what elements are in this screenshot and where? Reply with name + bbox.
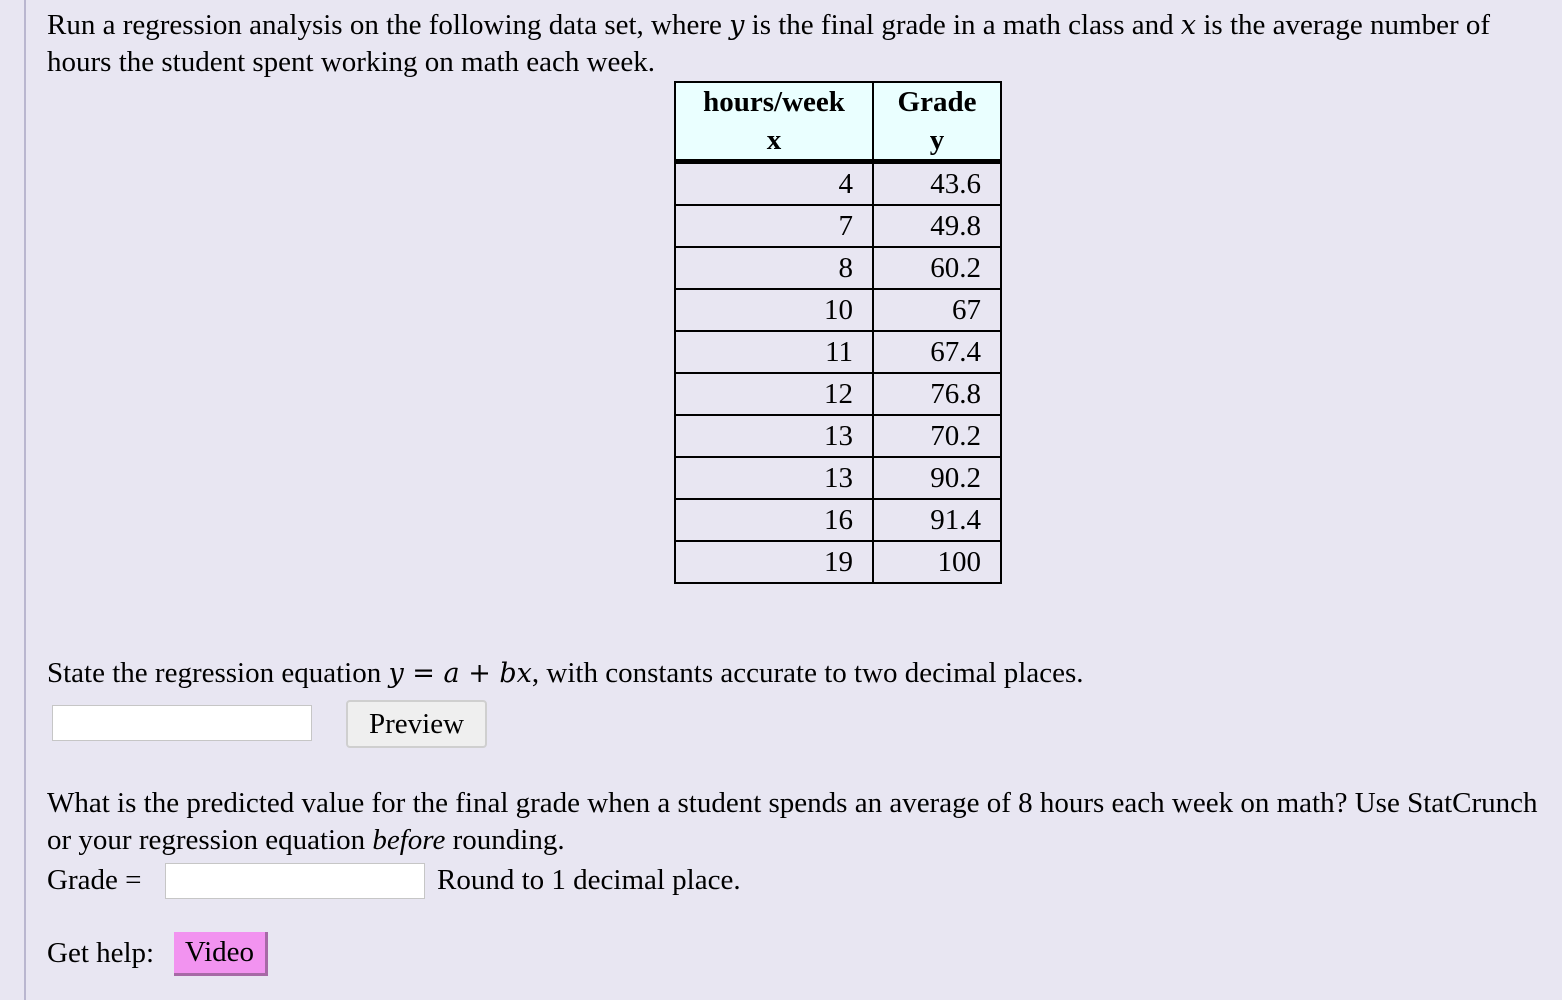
table-row xyxy=(675,289,1001,331)
grade-answer-input[interactable] xyxy=(165,863,425,899)
cell-y: 43.6 xyxy=(873,162,1001,206)
cell-x: 11 xyxy=(675,331,873,373)
table-row xyxy=(675,541,1001,583)
table-row xyxy=(675,457,1001,499)
table-header-row xyxy=(675,82,1001,162)
data-table xyxy=(674,81,1002,584)
table-row xyxy=(675,415,1001,457)
cell-x: 10 xyxy=(675,289,873,331)
table-row xyxy=(675,499,1001,541)
cell-y: 70.2 xyxy=(873,415,1001,457)
variable-x: x xyxy=(1180,10,1197,41)
header-grade xyxy=(873,82,1001,162)
cell-y: 67 xyxy=(873,289,1001,331)
table-row xyxy=(675,162,1001,206)
intro-text-1: Run a regression analysis on the following data set, where xyxy=(47,9,730,41)
cell-x: 8 xyxy=(675,247,873,289)
prediction-prompt-text: What is the predicted value for the final grade when a student spends an average of 8 hours each week on math? Use StatCrunch or your regression equation xyxy=(47,787,1538,856)
variable-y: y xyxy=(729,10,745,41)
intro-text-2: is the final grade in a math class and xyxy=(744,9,1181,41)
table-row xyxy=(675,205,1001,247)
round-note: Round to 1 decimal place. xyxy=(437,864,741,896)
regression-prompt-text: State the regression equation xyxy=(47,657,389,689)
regression-answer-input[interactable] xyxy=(52,705,312,741)
cell-x: 13 xyxy=(675,415,873,457)
get-help-label: Get help: xyxy=(47,937,155,969)
prediction-emphasis: before xyxy=(372,824,446,856)
header-y-label: y xyxy=(929,124,945,156)
table-row xyxy=(675,373,1001,415)
cell-y: 60.2 xyxy=(873,247,1001,289)
cell-y: 100 xyxy=(873,541,1001,583)
table-row xyxy=(675,331,1001,373)
cell-x: 16 xyxy=(675,499,873,541)
video-help-button[interactable]: Video xyxy=(174,932,268,976)
cell-x: 12 xyxy=(675,373,873,415)
preview-button[interactable]: Preview xyxy=(346,700,487,748)
header-hours xyxy=(675,82,873,162)
table-row xyxy=(675,247,1001,289)
cell-x: 19 xyxy=(675,541,873,583)
prediction-prompt xyxy=(47,785,1547,859)
cell-y: 67.4 xyxy=(873,331,1001,373)
cell-y: 90.2 xyxy=(873,457,1001,499)
question-intro xyxy=(47,7,1527,81)
intro-text-3: is the average number of hours the student spent working on math each week. xyxy=(47,9,1491,78)
cell-x: 4 xyxy=(675,162,873,206)
regression-prompt xyxy=(47,655,1084,692)
cell-y: 91.4 xyxy=(873,499,1001,541)
cell-y: 49.8 xyxy=(873,205,1001,247)
regression-equation: y = a + bx xyxy=(388,658,532,689)
cell-y: 76.8 xyxy=(873,373,1001,415)
cell-x: 13 xyxy=(675,457,873,499)
regression-prompt-text-2: , with constants accurate to two decimal places. xyxy=(531,657,1084,689)
header-grade-label: Grade xyxy=(897,86,977,118)
grade-label: Grade = xyxy=(47,864,142,896)
header-x-label: x xyxy=(766,124,782,156)
cell-x: 7 xyxy=(675,205,873,247)
prediction-prompt-text-2: rounding. xyxy=(445,824,565,856)
header-hours-label: hours/week xyxy=(703,86,845,118)
left-border xyxy=(24,0,26,1000)
